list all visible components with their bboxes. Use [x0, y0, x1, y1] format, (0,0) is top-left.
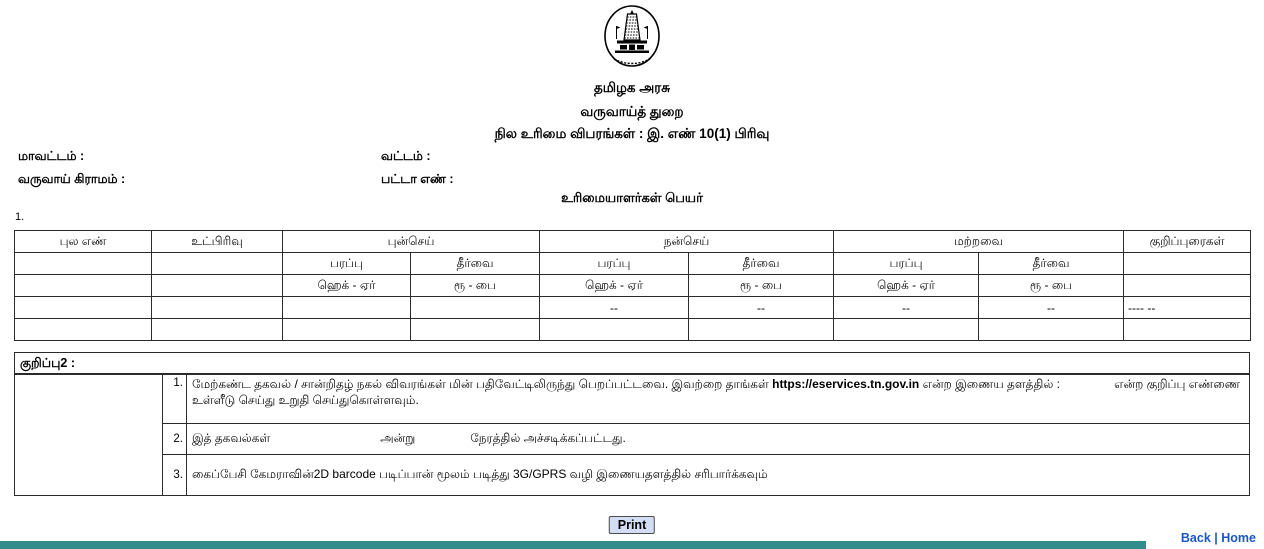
cell-other-tax [979, 319, 1124, 341]
land-details-table [14, 230, 1251, 341]
cell-remarks [1124, 319, 1251, 341]
note-3-text: கைப்பேசி கேமராவின்2D barcode படிப்பான் மூலம் படித்து 3G/GPRS வழி இணையதளத்தில் சரிபார்க்கவும் [187, 455, 1250, 496]
taluk-label: வட்டம் : [381, 149, 431, 163]
patta-no-label: பட்டா எண் : [381, 172, 454, 186]
footer-bar [0, 541, 1146, 549]
cell-wet-area [540, 319, 689, 341]
empty-cell [152, 275, 283, 297]
cell-wet-tax: -- [689, 297, 834, 319]
empty-cell [1124, 253, 1251, 275]
note-2-part-2: அன்று [380, 431, 416, 445]
header-survey-no: புல எண் [15, 231, 152, 253]
unit-dry-tax: ரூ - பை [411, 275, 540, 297]
empty-cell [15, 275, 152, 297]
document-title: நில உரிமை விபரங்கள் : இ. எண் 10(1) பிரிவு [494, 126, 770, 141]
link-separator: | [1214, 531, 1218, 545]
table-header-row-units [15, 275, 1251, 297]
print-button[interactable]: Print [609, 516, 655, 534]
cell-other-area: -- [834, 297, 979, 319]
note2-heading: குறிப்பு2 : [14, 352, 1250, 374]
header-wet-land: நன்செய் [540, 231, 834, 253]
cell-wet-area: -- [540, 297, 689, 319]
note-1-number: 1. [163, 375, 187, 424]
note-2-part-1: இத் தகவல்கள் [192, 431, 271, 445]
village-label: வருவாய் கிராமம் : [18, 172, 126, 186]
empty-cell [1124, 275, 1251, 297]
table-header-row-groups [15, 231, 1251, 253]
serial-number: 1. [15, 211, 25, 223]
unit-other-tax: ரூ - பை [979, 275, 1124, 297]
table-data-row [15, 319, 1251, 341]
table-data-row [15, 297, 1251, 319]
note-2-number: 2. [163, 424, 187, 455]
cell-wet-tax [689, 319, 834, 341]
cell-survey-no [15, 319, 152, 341]
back-home-links [1181, 531, 1256, 545]
header-dry-area: பரப்பு [283, 253, 411, 275]
note-1-line-2: உள்ளீடு செய்து உறுதி செய்துகொள்ளவும். [192, 393, 419, 407]
cell-dry-area [283, 297, 411, 319]
back-link[interactable]: Back [1180, 531, 1211, 545]
note-row-2 [15, 424, 1250, 455]
government-title: தமிழக அரசு [593, 80, 671, 95]
notes-left-empty-cell [15, 375, 163, 496]
cell-subdivision [152, 297, 283, 319]
header-subdivision: உட்பிரிவு [152, 231, 283, 253]
cell-dry-tax [411, 297, 540, 319]
note-1-main-text [192, 377, 1060, 393]
note-1-right-text: என்ற குறிப்பு எண்ணை [1114, 377, 1240, 391]
header-wet-tax: தீர்வை [689, 253, 834, 275]
header-other-tax: தீர்வை [979, 253, 1124, 275]
tamil-nadu-government-emblem-icon [601, 4, 663, 72]
cell-dry-tax [411, 319, 540, 341]
note-2-text [187, 424, 1250, 455]
header-others: மற்றவை [834, 231, 1124, 253]
cell-survey-no [15, 297, 152, 319]
unit-other-area: ஹெக் - ஏர் [834, 275, 979, 297]
note-2-part-3: நேரத்தில் அச்சடிக்கப்பட்டது. [470, 431, 626, 445]
unit-wet-tax: ரூ - பை [689, 275, 834, 297]
owners-heading: உரிமையாளர்கள் பெயர் [561, 190, 703, 205]
home-link[interactable]: Home [1221, 531, 1256, 545]
notes-table [14, 374, 1250, 496]
unit-wet-area: ஹெக் - ஏர் [540, 275, 689, 297]
header-dry-land: புன்செய் [283, 231, 540, 253]
note-1-text-before-link: மேற்கண்ட தகவல் / சான்றிதழ் நகல் விவரங்கள் மின் பதிவேட்டிலிருந்து பெறப்பட்டவை. இவற்றை தாங்கள் [192, 377, 773, 391]
note-1-text-after-link: என்ற இணைய தளத்தில் : [919, 377, 1060, 391]
note-1-text [187, 375, 1250, 424]
note-row-1 [15, 375, 1250, 424]
cell-other-tax: -- [979, 297, 1124, 319]
unit-dry-area: ஹெக் - ஏர் [283, 275, 411, 297]
cell-other-area [834, 319, 979, 341]
note-row-3 [15, 455, 1250, 496]
table-header-row-subcolumns [15, 253, 1251, 275]
empty-cell [152, 253, 283, 275]
cell-remarks: ---- -- [1124, 297, 1251, 319]
note-3-number: 3. [163, 455, 187, 496]
cell-subdivision [152, 319, 283, 341]
eservices-url: https://eservices.tn.gov.in [772, 377, 920, 391]
header-other-area: பரப்பு [834, 253, 979, 275]
empty-cell [15, 253, 152, 275]
cell-dry-area [283, 319, 411, 341]
header-remarks: குறிப்புரைகள் [1124, 231, 1251, 253]
header-wet-area: பரப்பு [540, 253, 689, 275]
district-label: மாவட்டம் : [18, 149, 85, 163]
department-title: வருவாய்த் துறை [580, 104, 684, 119]
header-dry-tax: தீர்வை [411, 253, 540, 275]
